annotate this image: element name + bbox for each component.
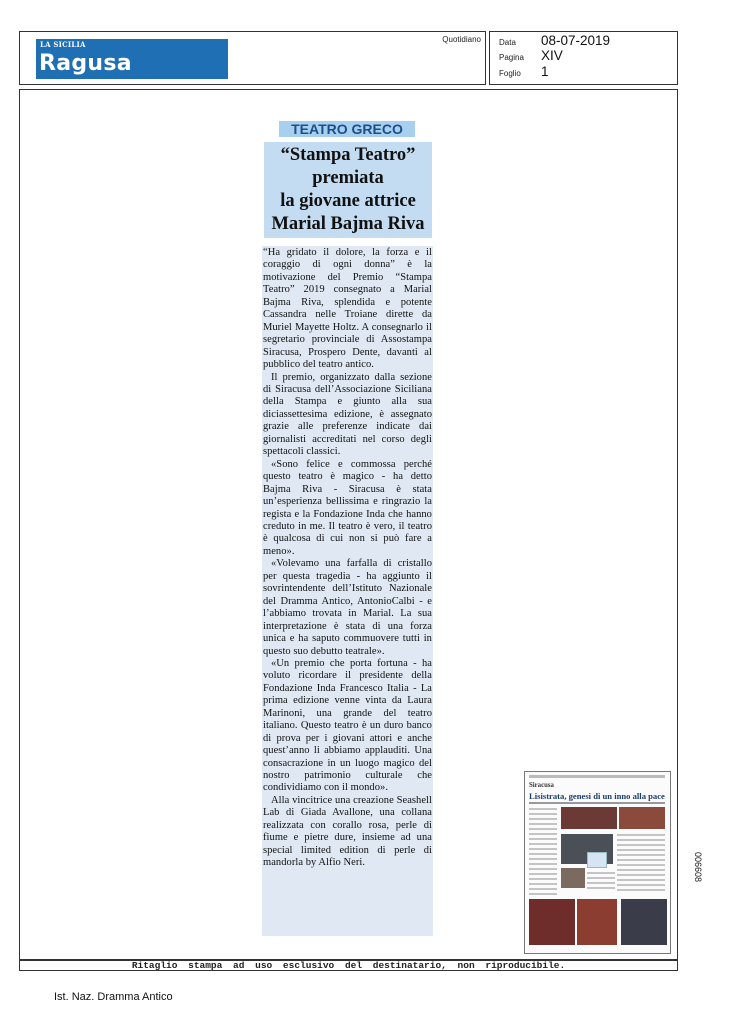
thumbnail-text-line — [529, 863, 557, 865]
thumbnail-text-line — [529, 823, 557, 825]
article-paragraph: «Un premio che porta fortuna - ha voluto ricordare il presidente della Fondazione Inda Francesco Italia - La prima edizione venne vinta da Laura Marinoni, una grande del teatro italiano. Questo teatro è un duro banco di prova per i giovani attori e anche quest’anno li abbiamo applauditi. Una consacrazione in un luogo magico del nostro patrimonio culturale che condividiamo con il mondo». — [263, 657, 432, 794]
date-label: Data — [499, 38, 516, 47]
thumbnail-text-line — [529, 858, 557, 860]
date-value: 08-07-2019 — [541, 33, 611, 48]
thumbnail-subtitle-rule — [529, 802, 665, 804]
article-body — [262, 246, 433, 936]
copyright-notice: Ritaglio stampa ad uso esclusivo del destinatario, non riproducibile. — [131, 960, 566, 971]
thumbnail-text-line — [617, 884, 665, 886]
kicker-text: TEATRO GRECO — [291, 121, 403, 137]
thumbnail-text-line — [529, 878, 557, 880]
clipping-code: 006608 — [693, 852, 703, 883]
thumbnail-text-line — [529, 833, 557, 835]
thumbnail-section: Siracusa — [529, 782, 554, 789]
masthead-box — [19, 31, 486, 85]
article-paragraph: «Volevamo una farfalla di cristallo per questa tragedia - ha aggiunto il sovrintendente dell’Istituto Nazionale del Dramma Antico, AntonioCalbi - e l’abbiamo trovata in Marial. La sua interpretazione è stata di una forza unica e ha saputo commuovere tutti in questo suo debutto teatrale». — [263, 558, 432, 657]
thumbnail-text-line — [529, 893, 557, 895]
metadata-box — [489, 31, 678, 85]
thumbnail-text-line — [529, 813, 557, 815]
thumbnail-title: Lisistrata, genesi di un inno alla pace — [529, 791, 665, 801]
thumbnail-text-line — [617, 864, 665, 866]
thumbnail-quote-box — [587, 852, 607, 868]
thumbnail-text-line — [587, 887, 615, 889]
logo-publication: LA SICILIA — [40, 40, 86, 49]
logo-edition: Ragusa — [39, 51, 132, 76]
thumbnail-text-line — [529, 868, 557, 870]
sheet-label: Foglio — [499, 69, 521, 78]
thumbnail-text-line — [617, 839, 665, 841]
page-thumbnail — [524, 771, 671, 954]
thumbnail-text-line — [529, 873, 557, 875]
thumbnail-text-line — [529, 838, 557, 840]
article-headline — [264, 142, 432, 238]
article-paragraph: Alla vincitrice una creazione Seashell Lab di Giada Avallone, una collana realizzata con corallo rosa, perle di fiume e pietre dure, insieme ad una special limited edition di perle di mandorla by Alfio Neri. — [263, 794, 432, 869]
thumbnail-text-line — [587, 872, 615, 874]
thumbnail-text-line — [617, 859, 665, 861]
thumbnail-photo — [621, 899, 667, 945]
sheet-value: 1 — [541, 64, 549, 79]
thumbnail-text-line — [529, 853, 557, 855]
headline-line: Marial Bajma Riva — [271, 214, 425, 234]
thumbnail-header-rule — [529, 775, 665, 778]
thumbnail-text-line — [529, 828, 557, 830]
page-label: Pagina — [499, 53, 524, 62]
thumbnail-text-line — [529, 888, 557, 890]
thumbnail-text-line — [617, 874, 665, 876]
frequency-label: Quotidiano — [442, 35, 481, 44]
thumbnail-photo — [561, 807, 617, 829]
thumbnail-photo — [529, 899, 575, 945]
thumbnail-text-line — [529, 818, 557, 820]
thumbnail-photo — [577, 899, 617, 945]
thumbnail-text-line — [617, 879, 665, 881]
newspaper-logo — [36, 39, 228, 79]
article-paragraph: “Ha gridato il dolore, la forza e il coraggio di ogni donna” è la motivazione del Premio “Stampa Teatro” 2019 consegnato a Marial Bajma Riva, splendida e potente Cassandra nelle Troiane dirette da Muriel Mayette Holtz. A consegnarlo il segretario provinciale di Assostampa Siracusa, Prospero Dente, davanti al pubblico del teatro antico. — [263, 247, 432, 371]
headline-line: “Stampa Teatro” — [280, 145, 416, 165]
thumbnail-text-line — [529, 808, 557, 810]
article-paragraph: Il premio, organizzato dalla sezione di Siracusa dell’Associazione Siciliana della Stampa e giunto alla sua diciassettesima edizione, è assegnato grazie alle preferenze indicate dai giornalisti accreditati nel corso degli spettacoli classici. — [263, 371, 432, 458]
thumbnail-text-line — [617, 889, 665, 891]
thumbnail-text-line — [529, 843, 557, 845]
thumbnail-text-line — [617, 844, 665, 846]
thumbnail-photo — [619, 807, 665, 829]
thumbnail-text-line — [617, 849, 665, 851]
article-paragraph: «Sono felice e commossa perché questo teatro è magico - ha detto Bajma Riva - Siracusa è stata un’esperienza bellissima e ringrazio la regista e la Fondazione Inda che hanno creduto in me. Il teatro è vero, il teatro è qualcosa di cui non si può fare a meno». — [263, 458, 432, 557]
thumbnail-text-line — [617, 869, 665, 871]
headline-line: premiata — [312, 168, 384, 188]
thumbnail-text-line — [587, 882, 615, 884]
thumbnail-photo — [561, 868, 585, 888]
copyright-notice-bar — [19, 960, 678, 971]
thumbnail-text-line — [617, 854, 665, 856]
thumbnail-text-line — [587, 877, 615, 879]
headline-line: la giovane attrice — [280, 191, 416, 211]
page-value: XIV — [541, 48, 563, 63]
thumbnail-text-line — [617, 834, 665, 836]
thumbnail-text-line — [529, 848, 557, 850]
source-label: Ist. Naz. Dramma Antico — [54, 991, 173, 1003]
thumbnail-text-line — [529, 883, 557, 885]
article-kicker — [279, 121, 415, 137]
